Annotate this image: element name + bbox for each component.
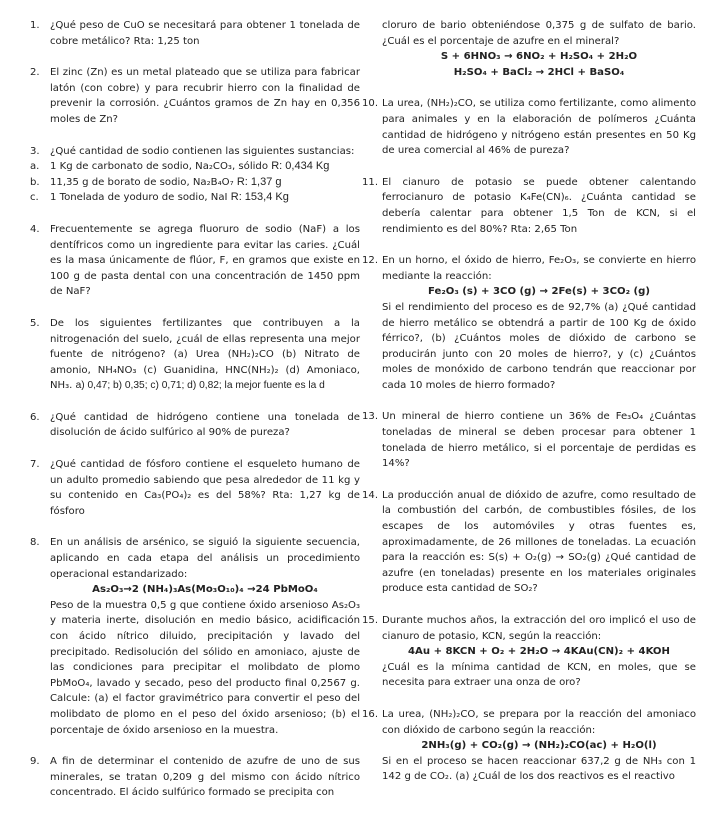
question-equation: As₂O₃→2 (NH₄)₃As(Mo₃O₁₀)₄ →24 PbMoO₄ [92,584,318,596]
item-letter: a. [30,161,40,173]
item-letter: c. [30,192,39,204]
question-number: 1. [30,20,40,31]
item-letter: b. [30,176,40,188]
question-10 [362,96,696,158]
question-text: La urea, (NH₂)₂CO, se utiliza como fertilizante, como alimento para animales y en la elaboración de polímeros ¿Cuánta cantidad de hidrógeno y nitrógeno están presentes en 50 Kg de urea comercial al 46% de pureza? [382,98,696,157]
question-text-continued: ¿Cuál es la mínima cantidad de KCN, en moles, que se necesita para extraer una onza de oro? [382,661,696,689]
question-number: 3. [30,145,40,157]
question-number: 2. [30,67,40,79]
question-text: Un mineral de hierro contiene un 36% de Fe₃O₄ ¿Cuántas toneladas de mineral se deben procesar para obtener 1 tonelada de hierro metálico, si el porcentaje de perdidas es 14%? [382,411,696,470]
item-answer: R: 153,4 Kg [230,191,289,204]
question-text: Frecuentemente se agrega fluoruro de sodio (NaF) a los dentífricos como un ingrediente para evitar las caries. ¿Cuál es la masa únicamente de flúor, F, en gramos que existe en 100 g de pasta dental con una concentración de 1450 ppm de NaF? [50,223,360,298]
question-number: 16. [362,708,379,720]
question-text: ¿Qué cantidad de sodio contienen las siguientes sustancias: [50,145,355,157]
question-3 [30,144,360,160]
question-equation: 2NH₃(g) + CO₂(g) → (NH₂)₂CO(ac) + H₂O(l) [421,740,657,752]
question-text: La producción anual de dióxido de azufre, como resultado de la combustión del carbón, de combustibles fósiles, de los escapes de los automóviles y otras fuentes es, aproximadamente, de 26 millones de toneladas. La ecuación para la reacción es: S(s) + O₂(g) → SO₂(g) ¿Qué cantidad de azufre (en toneladas) presente en los materiales originales produce esta cantidad de SO₂? [382,489,696,595]
question-9 [30,754,360,801]
question-text: El zinc (Zn) es un metal plateado que se utiliza para fabricar latón (con cobre) y para recubrir hierro con la finalidad de prevenir la corrosión. ¿Cuántos gramos de Zn hay en 0,356 moles de Zn? [50,67,360,125]
question-13 [362,409,696,471]
question-15 [362,613,696,691]
question-text: La urea, (NH₂)₂CO, se prepara por la reacción del amoniaco con dióxido de carbono según la reacción: [382,708,696,736]
question-text: ¿Qué peso de CuO se necesitará para obtener 1 tonelada de cobre metálico? Rta: 1,25 ton [50,20,360,47]
question-3-item-a [30,159,360,175]
question-11 [362,175,696,237]
item-answer: R: 0,434 Kg [271,160,330,173]
item-text: 11,35 g de borato de sodio, Na₂B₄O₇ [50,176,234,188]
question-14 [362,488,696,597]
question-text-continued: Si el rendimiento del proceso es de 92,7% (a) ¿Qué cantidad de hierro metálico se obtendrá a partir de 100 Kg de óxido férrico?, (b) ¿Cuántos moles de dióxido de carbono se producirán junto con 20 moles de hierro?, y (c) ¿Cuántos moles de monóxido de carbono tendrán que reaccionar por cada 10 moles de hierro formado? [382,301,696,391]
question-4 [30,222,360,300]
question-text: A fin de determinar el contenido de azufre de uno de sus minerales, se tratan 0,209 g del mismo con ácido nítrico concentrado. El ácido sulfúrico formado se precipita con [50,756,360,799]
question-1 [30,18,360,49]
question-text: En un análisis de arsénico, se siguió la siguiente secuencia, aplicando en cada etapa del análisis un procedimiento operacional estandarizado: [50,537,360,580]
question-5 [30,316,360,394]
left-column [30,18,360,801]
question-number: 8. [30,537,40,549]
item-text: 1 Tonelada de yoduro de sodio, NaI [50,192,228,204]
question-text [50,316,360,394]
question-text-continued: Peso de la muestra 0,5 g que contiene óxido arsenioso As₂O₃ y materia inerte, disolución en medio básico, acidificación con ácido nítrico diluido, precipitación y lavado del precipitado. Redisolución del sólido en amoniaco, ajuste de las condiciones para precipitar el molibdato de plomo PbMoO₄, lavado y secado, peso del producto final 0,2567 g. Calcule: (a) el factor gravimétrico para convertir el peso del molibdato de plomo en el peso del óxido arsenioso; (b) el porcentaje de óxido arsenioso en la muestra. [50,599,360,736]
right-column [362,18,696,785]
question-number: 4. [30,223,40,235]
question-8 [30,535,360,738]
item-text: 1 Kg de carbonato de sodio, Na₂CO₃, sólido [50,161,269,173]
question-text: En un horno, el óxido de hierro, Fe₂O₃, se convierte en hierro mediante la reacción: [382,255,696,282]
question-text: ¿Qué cantidad de hidrógeno contiene una tonelada de disolución de ácido sulfúrico al 90% de pureza? [50,411,360,439]
question-text-continued: Si en el proceso se hacen reaccionar 637,2 g de NH₃ con 1 142 g de CO₂. (a) ¿Cuál de los dos reactivos es el reactivo [382,755,696,783]
question-equation: 4Au + 8KCN + O₂ + 2H₂O → 4KAu(CN)₂ + 4KOH [408,646,670,658]
question-6 [30,410,360,441]
question-number: 12. [362,255,379,267]
question-text: Durante muchos años, la extracción del oro implicó el uso de cianuro de potasio, KCN, según la reacción: [382,615,696,642]
question-equation-2: H₂SO₄ + BaCl₂ → 2HCl + BaSO₄ [453,66,625,78]
question-12 [362,253,696,393]
question-number: 15. [362,615,379,626]
question-body: De los siguientes fertilizantes que contribuyen a la nitrogenación del suelo, ¿cuál de ellas representa una mejor fuente de nitrógeno? (a) Urea (NH₂)₂CO (b) Nitrato de amonio, NH₄NO₃ (c) Guanidina, HNC(NH₂)₂ (d) Amoniaco, NH₃. [50,317,360,392]
question-2 [30,65,360,127]
question-3-item-b [30,175,360,191]
question-equation: Fe₂O₃ (s) + 3CO (g) → 2Fe(s) + 3CO₂ (g) [428,286,650,298]
question-16 [362,707,696,785]
question-number: 9. [30,756,40,768]
question-number: 11. [362,176,379,188]
question-number: 10. [362,98,379,110]
question-9-continued [362,18,696,80]
question-text: El cianuro de potasio se puede obtener calentando ferrocianuro de potasio K₄Fe(CN)₆. ¿Cuánta cantidad se debería calentar para obtener 1,5 Ton de KCN, si el rendimiento es del 80%? Rta: 2,65 Ton [382,176,696,235]
question-number: 5. [30,317,40,329]
question-number: 7. [30,459,40,471]
question-answer: a) 0,47; b) 0,35; c) 0,71; d) 0,82; la mejor fuente es la d [75,380,325,392]
question-3-item-c [30,190,360,206]
question-equation-1: S + 6HNO₃ → 6NO₂ + H₂SO₄ + 2H₂O [440,51,638,63]
question-number: 6. [30,411,40,423]
item-answer: R: 1,37 g [236,175,282,188]
question-text: ¿Qué cantidad de fósforo contiene el esqueleto humano de un adulto promedio sabiendo que pesa alrededor de 11 kg y su contenido en Ca₃(PO₄)₂ es del 58%? Rta: 1,27 kg de fósforo [50,459,360,517]
question-text: cloruro de bario obteniéndose 0,375 g de sulfato de bario. ¿Cuál es el porcentaje de azufre en el mineral? [382,20,696,47]
question-7 [30,457,360,519]
question-number: 14. [362,489,379,501]
question-number: 13. [362,411,379,423]
